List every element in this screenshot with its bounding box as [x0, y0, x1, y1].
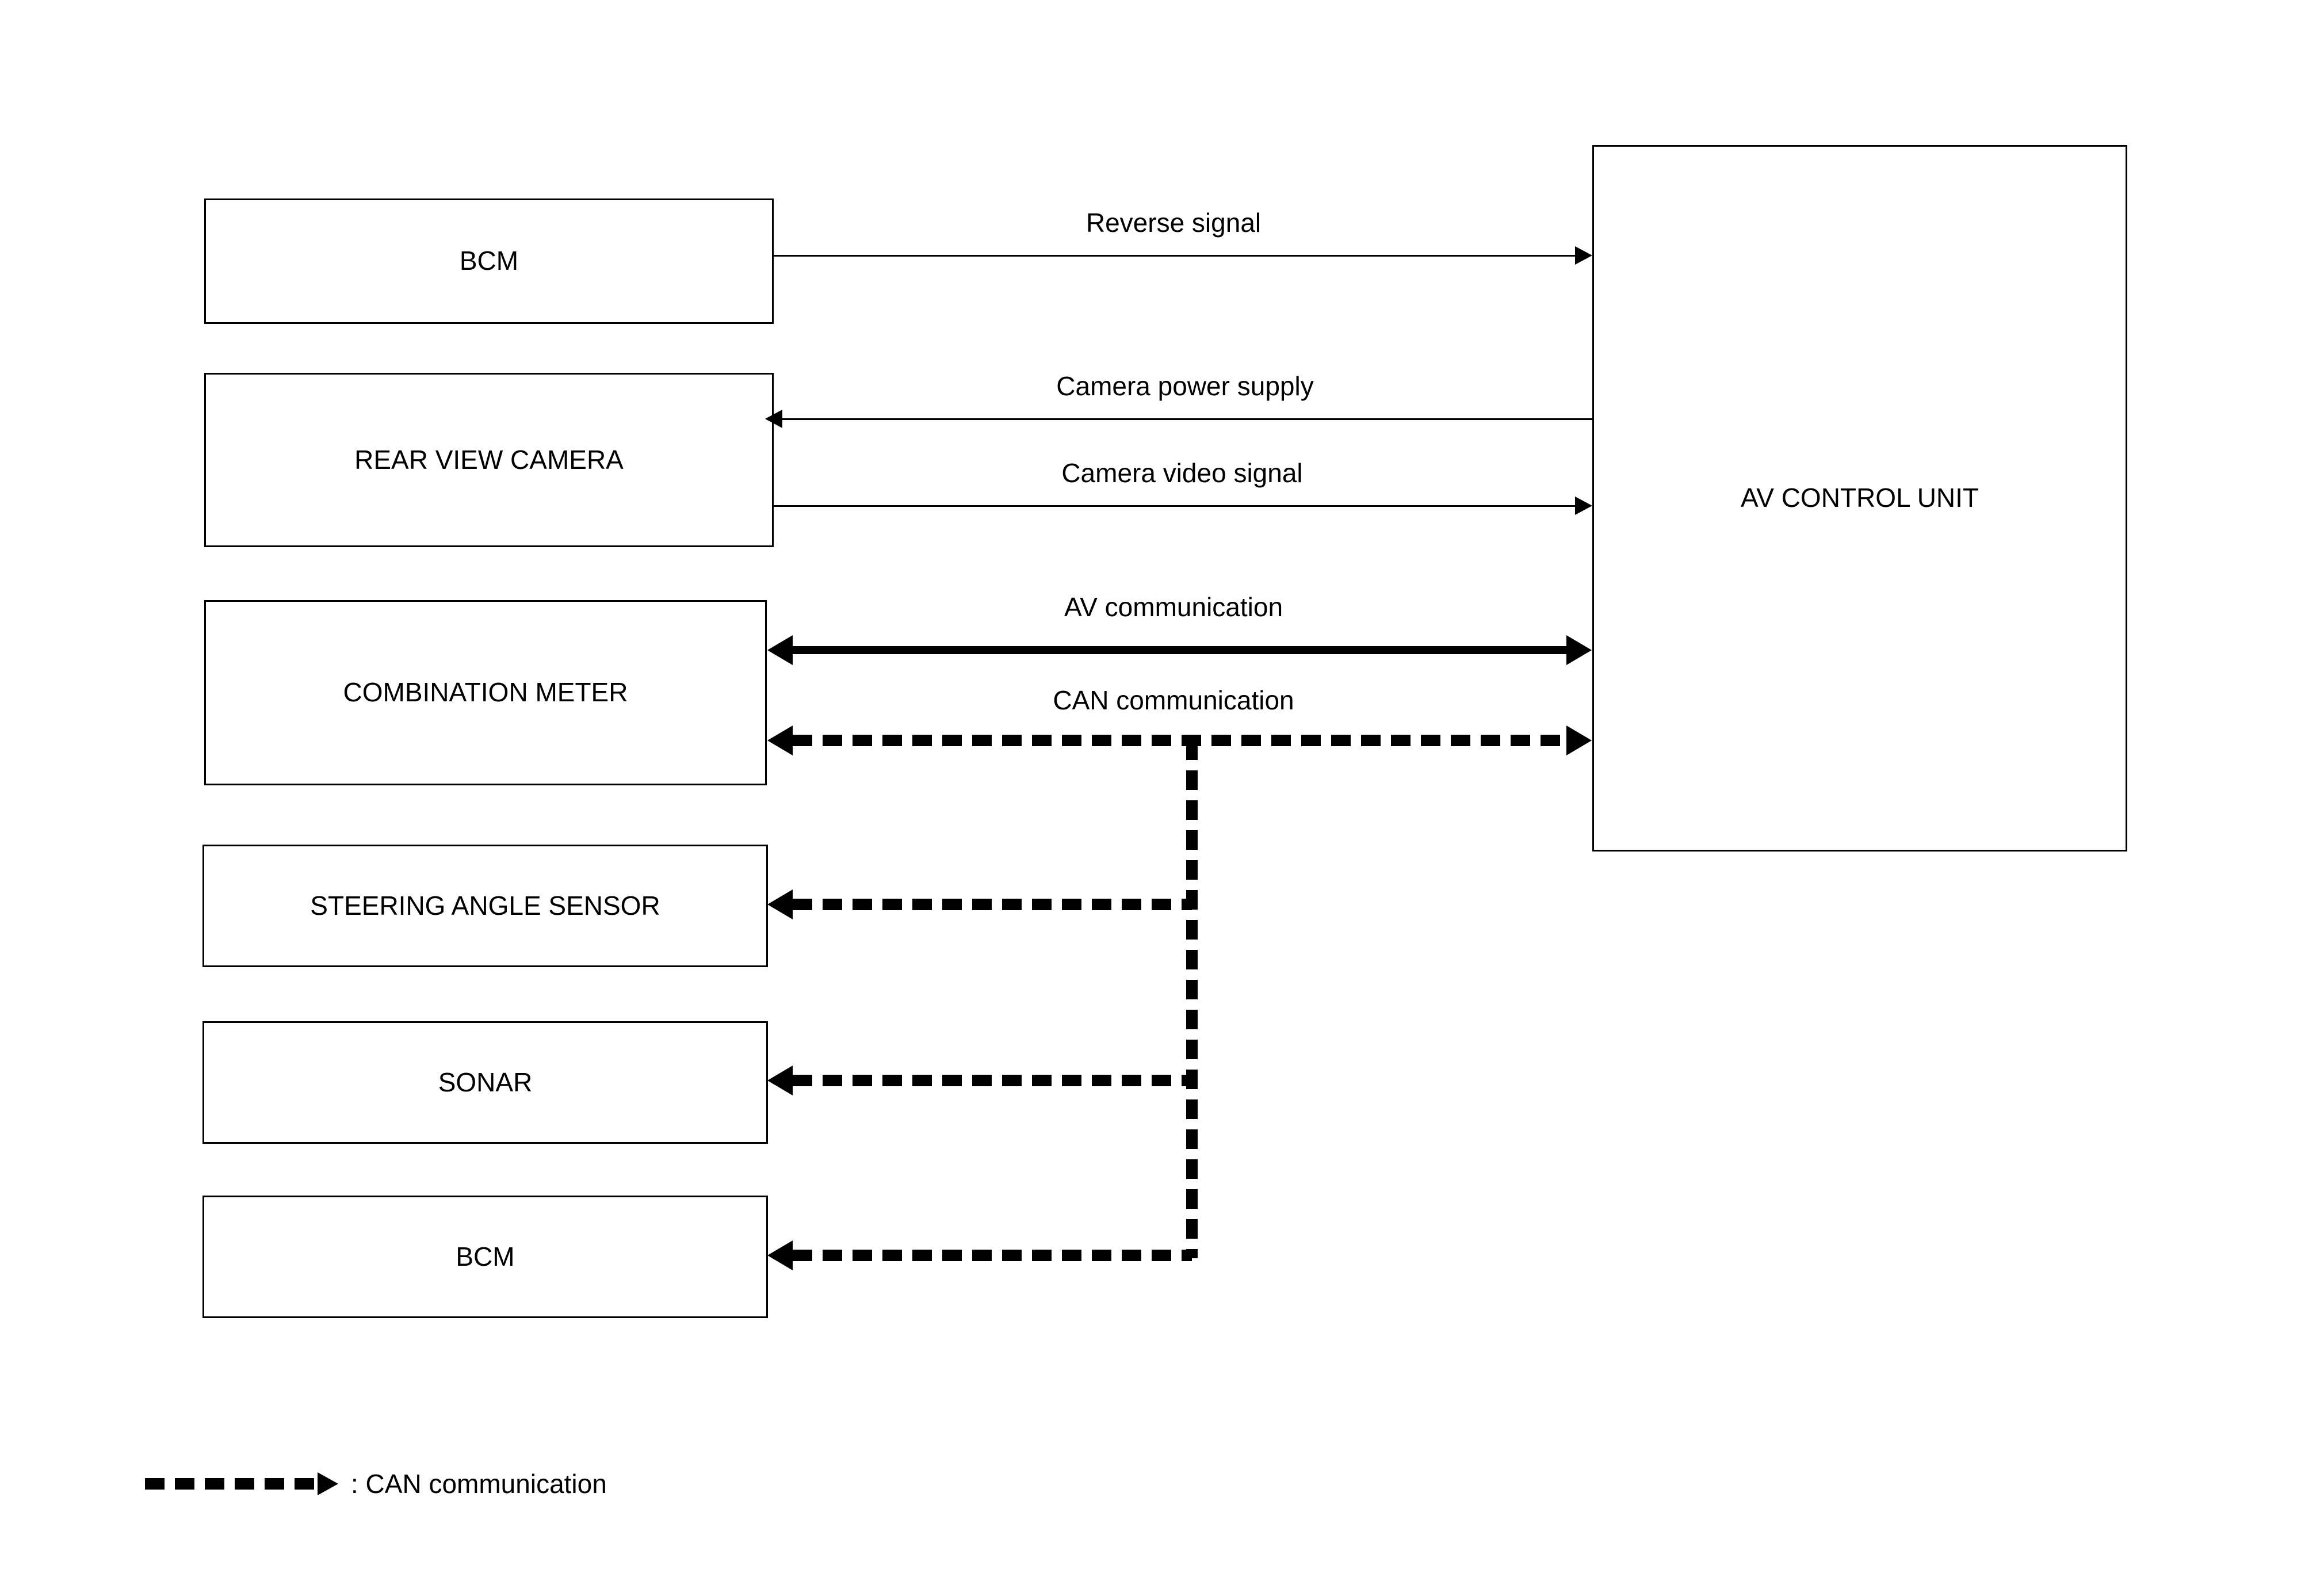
- edge-line-can-communication: [793, 735, 1566, 746]
- arrow-head-camera-power-supply: [765, 410, 782, 428]
- legend: [145, 1468, 607, 1499]
- node-av-control-unit: [1592, 145, 2127, 851]
- arrow-head-reverse-signal: [1575, 246, 1592, 265]
- edge-label-reverse-signal: Reverse signal: [1085, 208, 1262, 238]
- node-label: SONAR: [438, 1067, 533, 1097]
- node-label: REAR VIEW CAMERA: [354, 444, 624, 475]
- node-sonar: [202, 1021, 768, 1144]
- node-rear-view-camera: [204, 373, 774, 547]
- edge-label-camera-power-supply: Camera power supply: [1056, 371, 1314, 401]
- arrow-head-bcm-bottom: [767, 1240, 793, 1270]
- edge-label-can-communication: CAN communication: [1053, 685, 1294, 715]
- legend-can-line: [145, 1478, 318, 1490]
- arrow-head-av-communication-right: [1566, 635, 1592, 665]
- legend-can-arrow-icon: [318, 1472, 338, 1495]
- arrow-head-steering-angle-sensor: [767, 889, 793, 919]
- node-label: BCM: [459, 246, 519, 276]
- node-steering-angle-sensor: [202, 845, 768, 967]
- node-bcm-top: [204, 198, 774, 324]
- arrow-head-av-communication-left: [767, 635, 793, 665]
- node-bcm-bottom: [202, 1196, 768, 1318]
- can-bus-trunk: [1186, 740, 1198, 1258]
- arrow-head-can-communication-left: [767, 726, 793, 755]
- can-branch-steering-angle-sensor: [793, 899, 1192, 910]
- arrow-head-sonar: [767, 1066, 793, 1095]
- can-branch-sonar: [793, 1075, 1192, 1086]
- edge-label-av-communication: AV communication: [1064, 592, 1283, 622]
- node-combination-meter: [204, 600, 767, 785]
- edge-label-camera-video-signal: Camera video signal: [1061, 458, 1303, 488]
- legend-can-label: : CAN communication: [351, 1469, 607, 1499]
- can-branch-bcm-bottom: [793, 1250, 1192, 1261]
- edge-line-camera-video-signal: [774, 505, 1576, 507]
- node-label: AV CONTROL UNIT: [1740, 483, 1979, 513]
- edge-line-av-communication: [793, 646, 1566, 654]
- arrow-head-camera-video-signal: [1575, 497, 1592, 515]
- edge-line-camera-power-supply: [782, 418, 1592, 420]
- node-label: STEERING ANGLE SENSOR: [310, 890, 660, 921]
- arrow-head-can-communication-right: [1566, 726, 1592, 755]
- node-label: COMBINATION METER: [343, 677, 628, 708]
- edge-line-reverse-signal: [774, 255, 1576, 257]
- node-label: BCM: [456, 1241, 515, 1271]
